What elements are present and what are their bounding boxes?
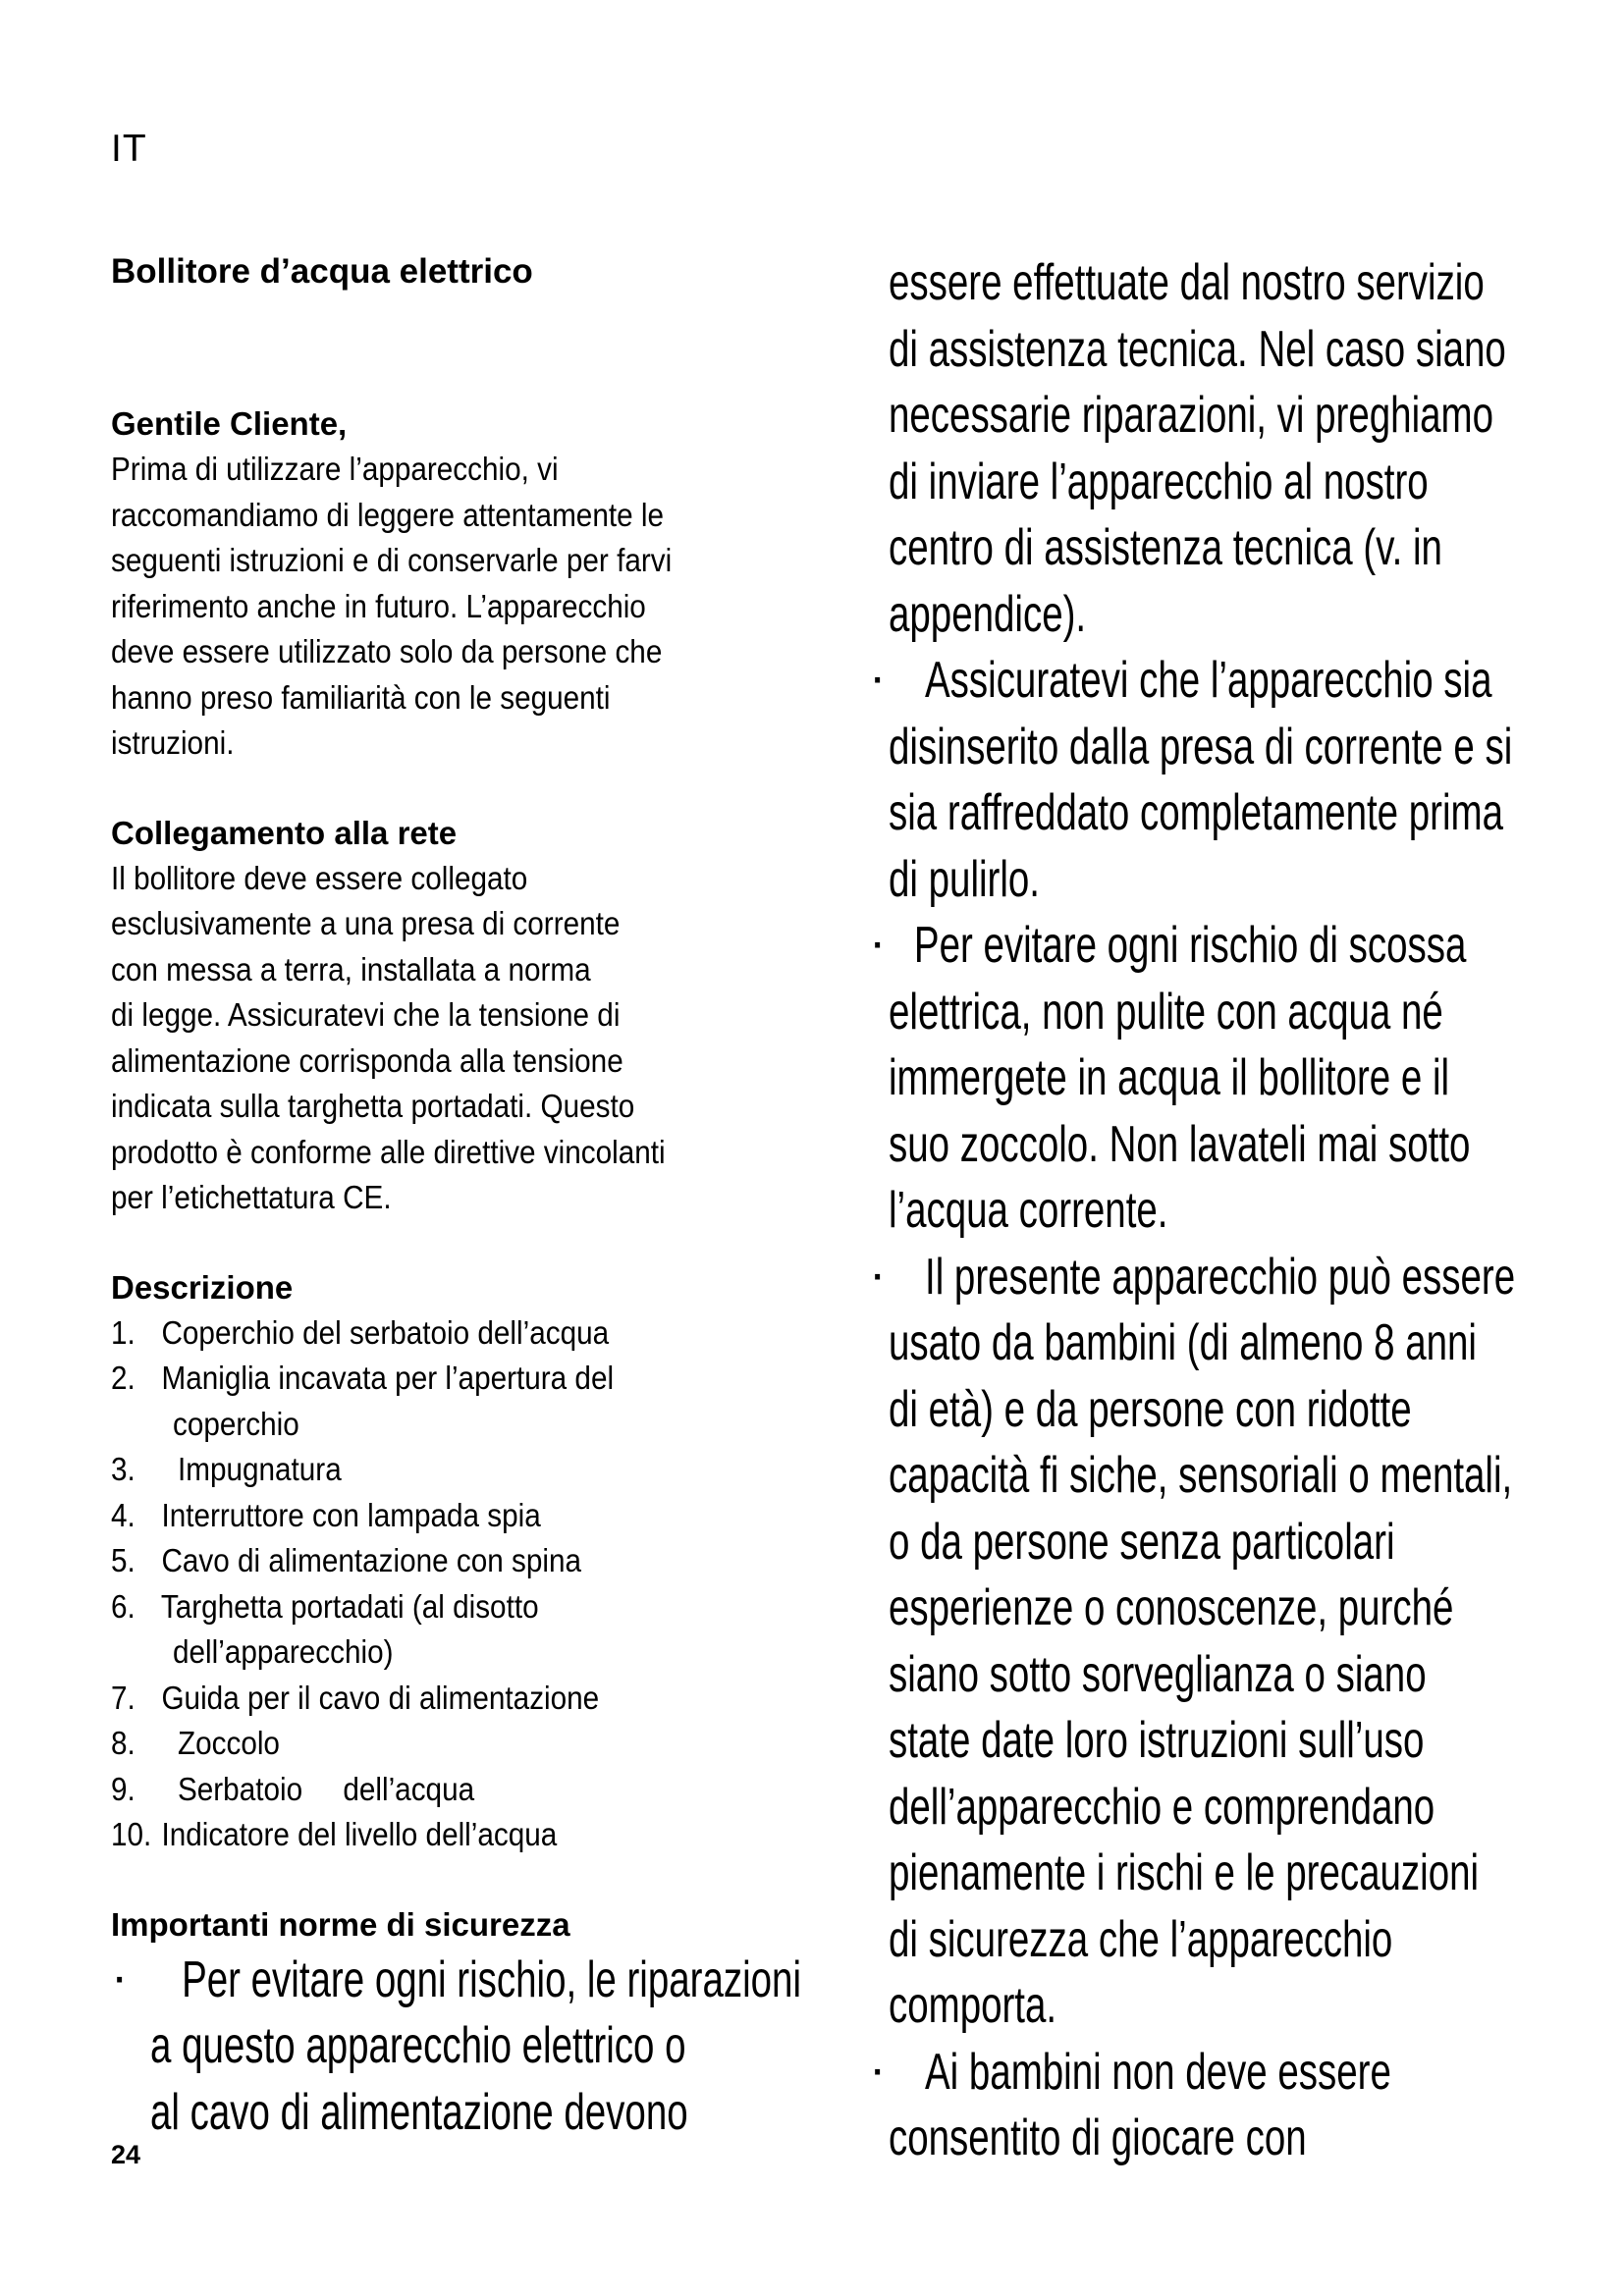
connection-heading: Collegamento alla rete: [111, 814, 458, 851]
list-item: 3. Impugnatura: [111, 1451, 342, 1487]
safety-heading: Importanti norme di sicurezza: [111, 1905, 570, 1943]
bullet-icon: ·: [111, 1948, 129, 2005]
list-item: 1. Coperchio del serbatoio dell’acqua: [111, 1313, 610, 1351]
safety-bullet-2: [869, 648, 1624, 913]
text-line: Assicuratevi che l’apparecchio sia: [925, 652, 1492, 709]
safety-bullet-5: [869, 2040, 1624, 2172]
text-line: suo zoccolo. Non lavateli mai sotto: [889, 1115, 1471, 1173]
left-column: [111, 250, 838, 2146]
text-line: esperienze o conoscenze, purché: [889, 1579, 1454, 1636]
list-item: 9. Serbatoio dell’acqua: [111, 1770, 475, 1807]
text-line: deve essere utilizzato solo da persone che: [111, 633, 663, 669]
text-line: comporta.: [889, 1977, 1057, 2034]
text-line: per l’etichettatura CE.: [111, 1179, 392, 1215]
text-line: consentito di giocare con: [889, 2109, 1307, 2166]
bullet-icon: ·: [869, 914, 887, 971]
text-line: di età) e da persone con ridotte: [889, 1380, 1412, 1438]
text-line: al cavo di alimentazione devono: [150, 2083, 688, 2141]
text-line: istruzioni.: [111, 724, 235, 761]
text-line: Ai bambini non deve essere: [925, 2043, 1391, 2101]
document-title: Bollitore d’acqua elettrico: [111, 252, 533, 291]
list-item: 2. Maniglia incavata per l’apertura del coperchio: [111, 1360, 615, 1442]
intro-heading: Gentile Cliente,: [111, 405, 348, 442]
text-line: raccomandiamo di leggere attentamente le: [111, 496, 664, 533]
text-line: Il bollitore deve essere collegato: [111, 859, 528, 896]
safety-bullet-3: [869, 913, 1624, 1245]
list-item: 4. Interruttore con lampada spia: [111, 1496, 541, 1533]
text-line: di pulirlo.: [889, 850, 1041, 908]
text-line: siano sotto sorveglianza o siano: [889, 1645, 1427, 1703]
list-item: 7. Guida per il cavo di alimentazione: [111, 1679, 600, 1716]
text-line: o da persone senza particolari: [889, 1513, 1395, 1571]
text-line: necessarie riparazioni, vi preghiamo: [889, 387, 1493, 444]
connection-paragraph: [111, 856, 838, 1221]
list-item: 5. Cavo di alimentazione con spina: [111, 1542, 582, 1578]
bullet-icon: ·: [869, 649, 887, 706]
page-number: 24: [111, 2140, 141, 2169]
text-line: indicata sulla targhetta portadati. Questo: [111, 1088, 635, 1124]
text-line: di assistenza tecnica. Nel caso siano: [889, 320, 1506, 378]
text-line: seguenti istruzioni e di conservarle per farvi: [111, 542, 673, 578]
language-tag: IT: [111, 128, 147, 170]
text-line: Prima di utilizzare l’apparecchio, vi: [111, 451, 559, 487]
list-item: 6. Targhetta portadati (al disotto dell’apparecchio): [111, 1587, 539, 1670]
text-line: riferimento anche in futuro. L’apparecchio: [111, 587, 646, 624]
text-line: alimentazione corrisponda alla tensione: [111, 1041, 623, 1079]
bullet-icon: ·: [869, 1245, 887, 1303]
safety-bullet-1-continued: [889, 250, 1624, 648]
list-item: 8. Zoccolo: [111, 1725, 280, 1761]
text-line: centro di assistenza tecnica (v. in: [889, 519, 1442, 576]
text-line: capacità fi siche, sensoriali o mentali,: [889, 1447, 1513, 1504]
text-line: esclusivamente a una presa di corrente: [111, 905, 621, 941]
text-line: di sicurezza che l’apparecchio: [889, 1910, 1393, 1968]
text-line: pienamente i rischi e le precauzioni: [889, 1844, 1480, 1901]
text-line: immergete in acqua il bollitore e il: [889, 1049, 1450, 1106]
text-line: hanno preso familiarità con le seguenti: [111, 678, 611, 716]
text-line: appendice).: [889, 585, 1087, 643]
text-line: state date loro istruzioni sull’uso: [889, 1712, 1425, 1769]
intro-paragraph: [111, 447, 838, 767]
text-line: Per evitare ogni rischio di scossa: [913, 917, 1467, 974]
text-line: usato da bambini (di almeno 8 anni: [889, 1314, 1477, 1371]
right-column: [869, 250, 1624, 2172]
description-heading: Descrizione: [111, 1268, 294, 1306]
list-item: 10. Indicatore del livello dell’acqua: [111, 1816, 558, 1852]
text-line: disinserito dalla presa di corrente e si: [889, 718, 1513, 775]
safety-bullet-4: [869, 1245, 1624, 2040]
text-line: di inviare l’apparecchio al nostro: [889, 453, 1429, 510]
text-line: Il presente apparecchio può essere: [925, 1248, 1516, 1306]
description-list: [111, 1310, 838, 1858]
text-line: l’acqua corrente.: [889, 1182, 1168, 1239]
text-line: elettrica, non pulite con acqua né: [889, 983, 1443, 1041]
text-line: Per evitare ogni rischio, le riparazioni: [150, 1950, 802, 2008]
text-line: essere effettuate dal nostro servizio: [889, 254, 1485, 311]
bullet-icon: ·: [869, 2040, 887, 2098]
text-line: di legge. Assicuratevi che la tensione di: [111, 996, 621, 1033]
text-line: con messa a terra, installata a norma: [111, 950, 591, 988]
text-line: dell’apparecchio e comprendano: [889, 1778, 1435, 1836]
text-line: a questo apparecchio elettrico o: [150, 2017, 686, 2074]
text-line: prodotto è conforme alle direttive vincolanti: [111, 1133, 666, 1170]
text-line: sia raffreddato completamente prima: [889, 784, 1503, 841]
